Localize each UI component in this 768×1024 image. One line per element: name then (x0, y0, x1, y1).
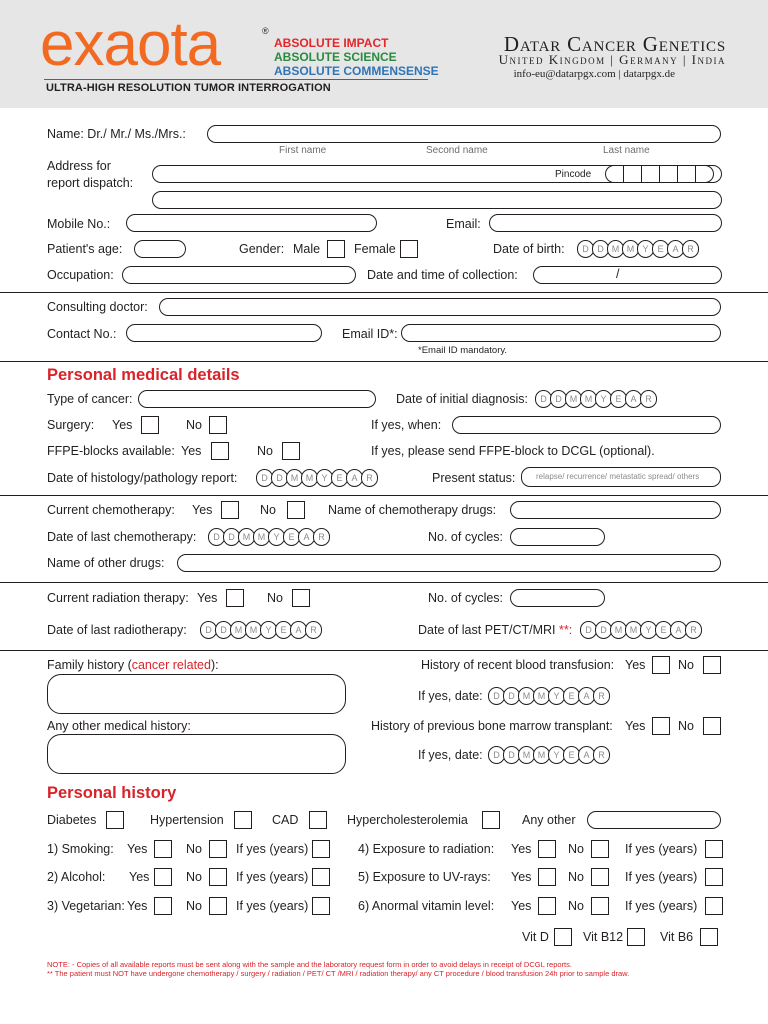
alcohol-years-label: If yes (years) (236, 870, 309, 884)
any-other-label: Any other (522, 813, 576, 827)
present-status-label: Present status: (432, 471, 516, 485)
dob-label: Date of birth: (493, 242, 565, 256)
female-label: Female (354, 242, 396, 256)
vit-b12-label: Vit B12 (583, 930, 624, 944)
email-field[interactable] (489, 214, 722, 232)
histology-date[interactable]: D D M M Y E A R (256, 469, 376, 487)
vegetarian-no-checkbox[interactable] (209, 897, 227, 915)
radiation-exp-yes-label: Yes (511, 842, 532, 856)
vit-d-checkbox[interactable] (554, 928, 572, 946)
uv-exp-label: 5) Exposure to UV-rays: (358, 870, 491, 884)
any-other-field[interactable] (587, 811, 721, 829)
surgery-no-checkbox[interactable] (209, 416, 227, 434)
marrow-no-label: No (678, 719, 694, 733)
smoking-no-label: No (186, 842, 202, 856)
marrow-yes-checkbox[interactable] (652, 717, 670, 735)
vegetarian-years-label: If yes (years) (236, 899, 309, 913)
chemo-yes-label: Yes (192, 503, 213, 517)
bone-marrow-label: History of previous bone marrow transplant: (371, 719, 613, 733)
chemo-drugs-label: Name of chemotherapy drugs: (328, 503, 497, 517)
occupation-label: Occupation: (47, 268, 114, 282)
age-label: Patient's age: (47, 242, 123, 256)
radiation-yes-checkbox[interactable] (226, 589, 244, 607)
chemo-last-label: Date of last chemotherapy: (47, 530, 197, 544)
uv-exp-yes-checkbox[interactable] (538, 868, 556, 886)
name-label: Name: Dr./ Mr./ Ms./Mrs.: (47, 127, 186, 141)
hyperchol-label: Hypercholesterolemia (347, 813, 468, 827)
blood-no-label: No (678, 658, 694, 672)
present-status-placeholder: relapse/ recurrence/ metastatic spread/ others (536, 472, 700, 481)
first-name-hint: First name (279, 145, 327, 156)
blood-transfusion-label: History of recent blood transfusion: (421, 658, 615, 672)
address-label-line2: report dispatch: (47, 176, 134, 190)
female-checkbox[interactable] (400, 240, 418, 258)
occupation-field[interactable] (122, 266, 356, 284)
gender-label: Gender: (239, 242, 285, 256)
address-label-line1: Address for (47, 159, 111, 173)
vegetarian-label: 3) Vegetarian: (47, 899, 125, 913)
other-drugs-label: Name of other drugs: (47, 556, 165, 570)
marrow-no-checkbox[interactable] (703, 717, 721, 735)
mobile-label: Mobile No.: (47, 217, 111, 231)
ffpe-yes-label: Yes (181, 444, 202, 458)
initial-diagnosis-date[interactable]: D D M M Y E A R (535, 390, 655, 408)
vegetarian-years-checkbox[interactable] (312, 897, 330, 915)
divider (0, 495, 768, 496)
collection-slash: / (616, 267, 620, 281)
vegetarian-yes-label: Yes (127, 899, 148, 913)
divider (0, 292, 768, 293)
vit-b6-checkbox[interactable] (700, 928, 718, 946)
radiation-exp-label: 4) Exposure to radiation: (358, 842, 495, 856)
company-contact: info-eu@datarpgx.com | datarpgx.de (513, 68, 675, 80)
smoking-no-checkbox[interactable] (209, 840, 227, 858)
chemo-yes-checkbox[interactable] (221, 501, 239, 519)
dob-date-field[interactable]: D D M M Y E A R (577, 240, 697, 258)
mobile-field[interactable] (126, 214, 377, 232)
smoking-yes-checkbox[interactable] (154, 840, 172, 858)
vit-b6-label: Vit B6 (660, 930, 694, 944)
chemo-drugs-field[interactable] (510, 501, 721, 519)
pet-last-date[interactable]: D D M M Y E A R (580, 621, 700, 639)
last-name-hint: Last name (603, 145, 650, 156)
other-history-field[interactable] (47, 734, 346, 774)
medical-section-title: Personal medical details (47, 366, 240, 384)
uv-exp-no-checkbox[interactable] (591, 868, 609, 886)
hypertension-label: Hypertension (150, 813, 224, 827)
histology-label: Date of histology/pathology report: (47, 471, 238, 485)
hypertension-checkbox[interactable] (234, 811, 252, 829)
radio-last-date[interactable]: D D M M Y E A R (200, 621, 320, 639)
tagline-science: ABSOLUTE SCIENCE (274, 50, 397, 64)
marrow-date-label: If yes, date: (418, 748, 483, 762)
radiation-current-label: Current radiation therapy: (47, 591, 189, 605)
collection-field[interactable] (533, 266, 722, 284)
doctor-email-label: Email ID*: (342, 327, 398, 341)
chemo-current-label: Current chemotherapy: (47, 503, 175, 517)
alcohol-yes-checkbox[interactable] (154, 868, 172, 886)
footer-note-2: ** The patient must NOT have undergone chemotherapy / surgery / radiation / PET/ CT /MRI / radiation therapy/ any CT procedure / blood transfusion 24h prior to sample draw. (47, 969, 630, 978)
name-field[interactable] (207, 125, 721, 143)
other-history-label: Any other medical history: (47, 719, 191, 733)
logo-underline (44, 79, 428, 80)
radiation-cycles-label: No. of cycles: (428, 591, 504, 605)
radiation-exp-yes-checkbox[interactable] (538, 840, 556, 858)
cancer-type-label: Type of cancer: (47, 392, 133, 406)
chemo-cycles-label: No. of cycles: (428, 530, 504, 544)
ffpe-yes-checkbox[interactable] (211, 442, 229, 460)
footer-note-1: NOTE: - Copies of all available reports must be sent along with the sample and the laboratory request form in order to avoid delays in receipt of DCGL reports. (47, 960, 572, 969)
chemo-last-date[interactable]: D D M M Y E A R (208, 528, 328, 546)
pincode-field[interactable] (605, 165, 713, 183)
radiation-cycles-field[interactable] (510, 589, 605, 607)
vegetarian-yes-checkbox[interactable] (154, 897, 172, 915)
tagline-commonsense: ABSOLUTE COMMENSENSE (274, 64, 439, 78)
surgery-yes-label: Yes (112, 418, 133, 432)
vitamin-yes-label: Yes (511, 899, 532, 913)
pet-last-label: Date of last PET/CT/MRI **: (418, 623, 573, 637)
age-field[interactable] (134, 240, 186, 258)
male-checkbox[interactable] (327, 240, 345, 258)
blood-date[interactable]: D D M M Y E A R (488, 687, 608, 705)
logo-subtitle: ULTRA-HIGH RESOLUTION TUMOR INTERROGATION (46, 82, 331, 94)
radiation-exp-years-label: If yes (years) (625, 842, 698, 856)
company-countries: United Kingdom | Germany | India (498, 52, 726, 67)
smoking-label: 1) Smoking: (47, 842, 114, 856)
vitamin-yes-checkbox[interactable] (538, 897, 556, 915)
vitamin-label: 6) Anormal vitamin level: (358, 899, 495, 913)
cad-checkbox[interactable] (309, 811, 327, 829)
vitamin-no-checkbox[interactable] (591, 897, 609, 915)
radiation-yes-label: Yes (197, 591, 218, 605)
contact-field[interactable] (126, 324, 322, 342)
email-mandatory-note: *Email ID mandatory. (418, 345, 508, 356)
personal-section-title: Personal history (47, 784, 177, 802)
surgery-when-field[interactable] (452, 416, 721, 434)
marrow-yes-label: Yes (625, 719, 646, 733)
hyperchol-checkbox[interactable] (482, 811, 500, 829)
divider (0, 361, 768, 362)
uv-exp-no-label: No (568, 870, 584, 884)
chemo-no-label: No (260, 503, 276, 517)
vitamin-years-checkbox[interactable] (705, 897, 723, 915)
cancer-type-field[interactable] (138, 390, 376, 408)
radio-last-label: Date of last radiotherapy: (47, 623, 187, 637)
second-name-hint: Second name (426, 145, 488, 156)
surgery-when-label: If yes, when: (371, 418, 442, 432)
alcohol-label: 2) Alcohol: (47, 870, 106, 884)
header-band (0, 0, 768, 108)
family-history-label: Family history (cancer related): (47, 658, 219, 672)
exaota-logo: exaota (40, 10, 221, 79)
consulting-doctor-field[interactable] (159, 298, 721, 316)
collection-label: Date and time of collection: (367, 268, 518, 282)
radiation-exp-years-checkbox[interactable] (705, 840, 723, 858)
marrow-date[interactable]: D D M M Y E A R (488, 746, 608, 764)
chemo-no-checkbox[interactable] (287, 501, 305, 519)
doctor-email-field[interactable] (401, 324, 721, 342)
vit-d-label: Vit D (522, 930, 549, 944)
radiation-no-checkbox[interactable] (292, 589, 310, 607)
surgery-label: Surgery: (47, 418, 95, 432)
blood-yes-checkbox[interactable] (652, 656, 670, 674)
surgery-no-label: No (186, 418, 202, 432)
vitamin-years-label: If yes (years) (625, 899, 698, 913)
initial-diagnosis-label: Date of initial diagnosis: (396, 392, 529, 406)
other-drugs-field[interactable] (177, 554, 721, 572)
ffpe-no-label: No (257, 444, 273, 458)
chemo-cycles-field[interactable] (510, 528, 605, 546)
consulting-doctor-label: Consulting doctor: (47, 300, 148, 314)
uv-exp-years-checkbox[interactable] (705, 868, 723, 886)
smoking-years-label: If yes (years) (236, 842, 309, 856)
company-name: Datar Cancer Genetics (503, 32, 726, 56)
cad-label: CAD (272, 813, 299, 827)
ffpe-label: FFPE-blocks available: (47, 444, 175, 458)
email-label: Email: (446, 217, 481, 231)
vegetarian-no-label: No (186, 899, 202, 913)
uv-exp-years-label: If yes (years) (625, 870, 698, 884)
tagline-impact: ABSOLUTE IMPACT (274, 36, 389, 50)
address-field-2[interactable] (152, 191, 722, 209)
uv-exp-yes-label: Yes (511, 870, 532, 884)
blood-no-checkbox[interactable] (703, 656, 721, 674)
vitamin-no-label: No (568, 899, 584, 913)
radiation-exp-no-label: No (568, 842, 584, 856)
blood-date-label: If yes, date: (418, 689, 483, 703)
ffpe-note: If yes, please send FFPE-block to DCGL (optional). (371, 444, 655, 458)
alcohol-yes-label: Yes (129, 870, 150, 884)
alcohol-no-label: No (186, 870, 202, 884)
smoking-years-checkbox[interactable] (312, 840, 330, 858)
radiation-exp-no-checkbox[interactable] (591, 840, 609, 858)
ffpe-no-checkbox[interactable] (282, 442, 300, 460)
surgery-yes-checkbox[interactable] (141, 416, 159, 434)
diabetes-checkbox[interactable] (106, 811, 124, 829)
male-label: Male (293, 242, 321, 256)
divider (0, 650, 768, 651)
registered-mark: ® (262, 26, 269, 36)
smoking-yes-label: Yes (127, 842, 148, 856)
alcohol-no-checkbox[interactable] (209, 868, 227, 886)
radiation-no-label: No (267, 591, 283, 605)
alcohol-years-checkbox[interactable] (312, 868, 330, 886)
blood-yes-label: Yes (625, 658, 646, 672)
family-history-field[interactable] (47, 674, 346, 714)
divider (0, 582, 768, 583)
diabetes-label: Diabetes (47, 813, 97, 827)
contact-label: Contact No.: (47, 327, 117, 341)
vit-b12-checkbox[interactable] (627, 928, 645, 946)
pincode-label: Pincode (555, 169, 592, 180)
